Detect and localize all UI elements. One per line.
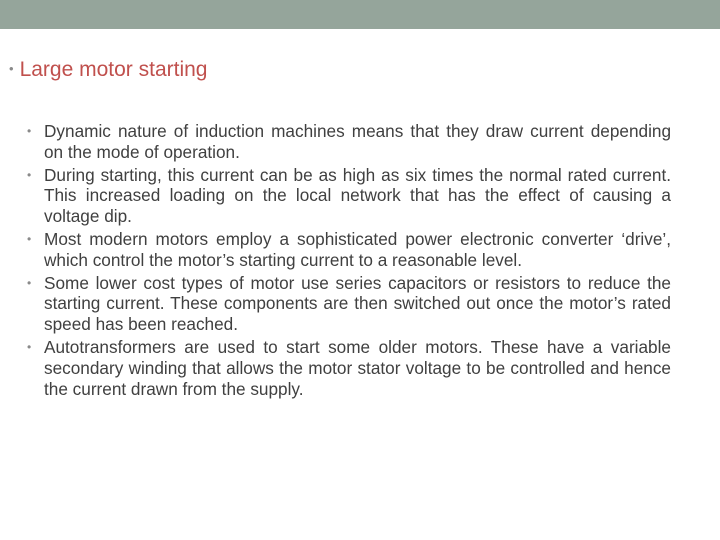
list-item: [26, 229, 671, 271]
bullet-list: [26, 121, 671, 401]
bullet-icon: •: [27, 124, 32, 138]
bullet-text: Some lower cost types of motor use series capacitors or resistors to reduce the starting current. These components are then switched out once the motor’s rated speed has been reached.: [44, 272, 671, 335]
bullet-icon: •: [27, 339, 32, 354]
bullet-icon: •: [27, 167, 32, 182]
bullet-text: Autotransformers are used to start some older motors. These have a variable secondary winding that allows the motor stator voltage to be controlled and hence the current drawn from the supply.: [44, 336, 671, 399]
list-item: [26, 165, 671, 227]
bullet-text: During starting, this current can be as high as six times the normal rated current. This increased loading on the local network that has the effect of causing a voltage dip.: [44, 164, 671, 227]
bullet-text: Dynamic nature of induction machines means that they draw current depending on the mode of operation.: [44, 121, 671, 162]
list-item: [26, 337, 671, 399]
list-item: [26, 273, 671, 335]
bullet-text: Most modern motors employ a sophisticated power electronic converter ‘drive’, which control the motor’s starting current to a reasonable level.: [44, 228, 671, 270]
slide-heading-text: Large motor starting: [19, 58, 208, 81]
slide-top-bar: [0, 0, 720, 29]
bullet-icon: •: [27, 275, 32, 290]
bullet-icon: •: [27, 231, 32, 246]
list-item: [26, 121, 671, 163]
heading-bullet-icon: •: [9, 61, 14, 76]
slide-heading: [9, 58, 208, 82]
